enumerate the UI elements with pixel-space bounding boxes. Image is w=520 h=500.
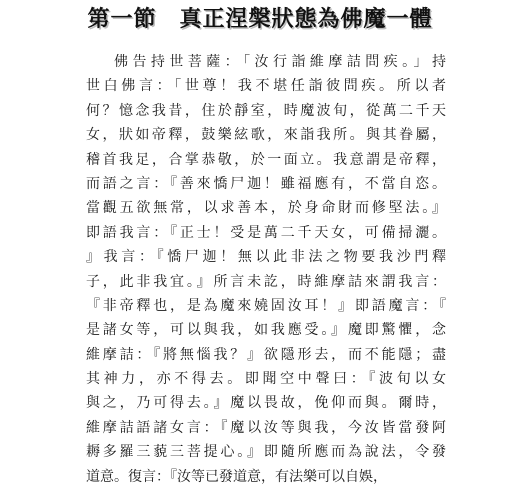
text-line: 耨多羅三藐三菩提心。』即隨所應而為說法，令發 <box>86 444 446 461</box>
text-line: 是諸女等，可以與我，如我應受。』魔即驚懼，念 <box>86 322 446 339</box>
text-line: 女，狀如帝釋，鼓樂絃歌，來詣我所。與其眷屬， <box>86 127 446 144</box>
text-line: 與之，乃可得去。』魔以畏故，俛仰而與。爾時， <box>86 395 446 412</box>
text-line: 何？憶念我昔，住於靜室，時魔波旬，從萬二千天 <box>86 102 446 119</box>
section-title: 第一節 真正涅槃狀態為佛魔一體 <box>87 6 433 32</box>
text-line: 而語之言：『善來憍尸迦！雖福應有，不當自恣。 <box>86 175 446 192</box>
text-line: 稽首我足，合掌恭敬，於一面立。我意謂是帝釋， <box>86 151 446 168</box>
text-line: 其神力，亦不得去。即聞空中聲曰：『波旬以女 <box>86 371 446 388</box>
text-line: 子，此非我宜。』所言未訖，時維摩詰來謂我言： <box>86 273 446 290</box>
text-line: 『非帝釋也，是為魔來嬈固汝耳！』即語魔言：『 <box>86 297 446 314</box>
text-line: 道意。復言：『汝等已發道意，有法樂可以自娛， <box>86 468 387 485</box>
text-line: 』我言：『憍尸迦！無以此非法之物要我沙門釋 <box>86 249 446 266</box>
text-line: 維摩詰：『將無惱我？』欲隱形去，而不能隱；盡 <box>86 346 446 363</box>
body-text <box>86 50 446 489</box>
text-line: 世白佛言：「世尊！我不堪任詣彼問疾。所以者 <box>86 78 446 95</box>
text-line: 佛告持世菩薩：「汝行詣維摩詰問疾。」持 <box>114 54 446 70</box>
text-line: 維摩詰語諸女言：『魔以汝等與我，今汝皆當發阿 <box>86 419 446 436</box>
text-line: 當觀五欲無常，以求善本，於身命財而修堅法。』 <box>86 200 446 217</box>
text-line: 即語我言：『正士！受是萬二千天女，可備掃灑。 <box>86 224 446 241</box>
